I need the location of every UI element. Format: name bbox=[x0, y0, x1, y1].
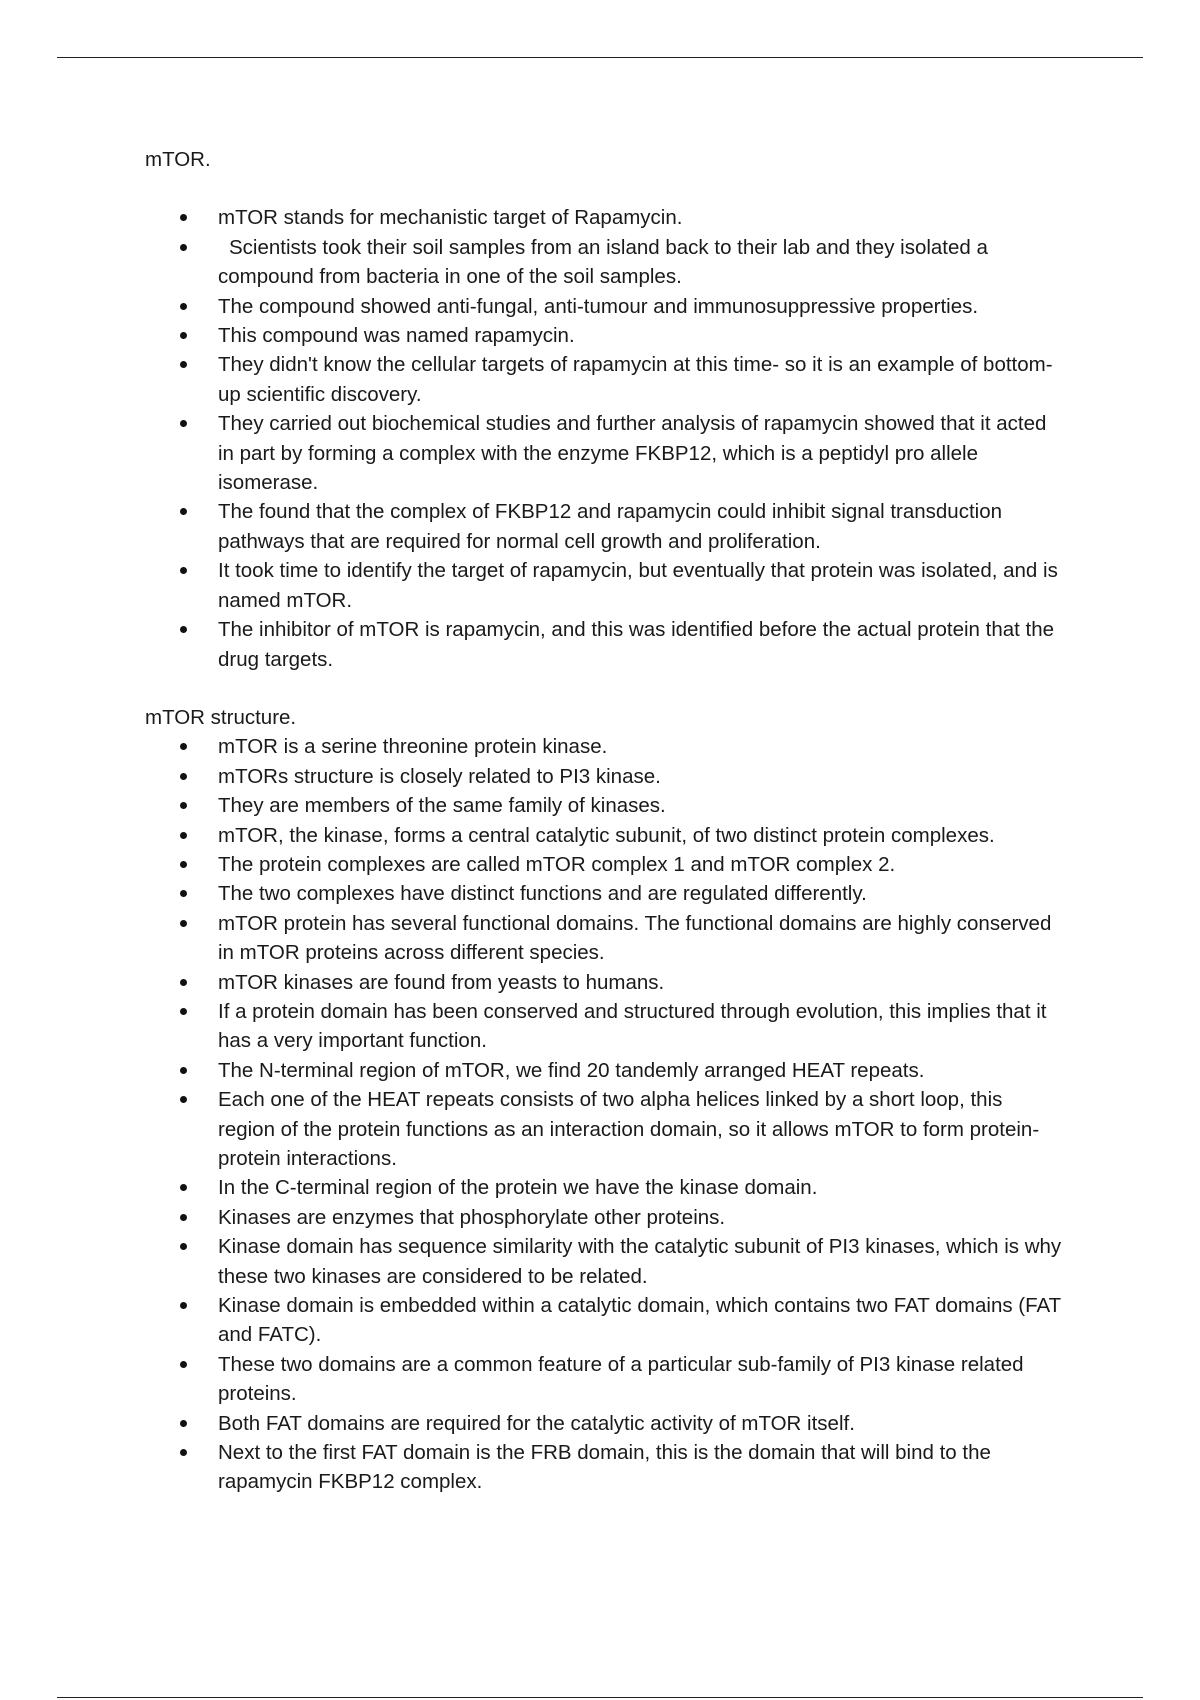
list-item: They carried out biochemical studies and further analysis of rapamycin showed that it acted in part by forming a complex with the enzyme FKBP12, which is a peptidyl pro allele isomerase. bbox=[145, 409, 1065, 497]
list-item: mTOR stands for mechanistic target of Rapamycin. bbox=[145, 203, 1065, 232]
bullet-icon bbox=[180, 244, 187, 251]
bullet-icon bbox=[180, 832, 187, 839]
bullet-icon bbox=[180, 1302, 187, 1309]
bullet-icon bbox=[180, 1420, 187, 1427]
list-item: The protein complexes are called mTOR complex 1 and mTOR complex 2. bbox=[145, 850, 1065, 879]
bullet-icon bbox=[180, 420, 187, 427]
footer-rule bbox=[57, 1697, 1143, 1698]
list-item: They didn't know the cellular targets of rapamycin at this time- so it is an example of bottom-up scientific discovery. bbox=[145, 350, 1065, 409]
list-item: mTOR is a serine threonine protein kinase. bbox=[145, 732, 1065, 761]
list-item: Scientists took their soil samples from an island back to their lab and they isolated a compound from bacteria in one of the soil samples. bbox=[145, 233, 1065, 292]
bullet-icon bbox=[180, 802, 187, 809]
section-heading-mtor: mTOR. bbox=[145, 148, 211, 171]
bullet-icon bbox=[180, 743, 187, 750]
list-item: mTOR protein has several functional domains. The functional domains are highly conserved in mTOR proteins across different species. bbox=[145, 909, 1065, 968]
list-item: They are members of the same family of kinases. bbox=[145, 791, 1065, 820]
bullet-icon bbox=[180, 567, 187, 574]
list-item: If a protein domain has been conserved and structured through evolution, this implies that it has a very important function. bbox=[145, 997, 1065, 1056]
list-item: Kinase domain is embedded within a catalytic domain, which contains two FAT domains (FAT and FATC). bbox=[145, 1291, 1065, 1350]
bullet-icon bbox=[180, 890, 187, 897]
list-item: Kinase domain has sequence similarity with the catalytic subunit of PI3 kinases, which is why these two kinases are considered to be related. bbox=[145, 1232, 1065, 1291]
bullet-icon bbox=[180, 979, 187, 986]
bullet-icon bbox=[180, 773, 187, 780]
bullet-icon bbox=[180, 861, 187, 868]
header-rule bbox=[57, 57, 1143, 58]
list-item: mTOR, the kinase, forms a central catalytic subunit, of two distinct protein complexes. bbox=[145, 821, 1065, 850]
bullet-icon bbox=[180, 1449, 187, 1456]
document-body bbox=[145, 145, 1065, 1497]
list-item: Each one of the HEAT repeats consists of two alpha helices linked by a short loop, this region of the protein functions as an interaction domain, so it allows mTOR to form protein-protein interactions. bbox=[145, 1085, 1065, 1173]
list-item: Next to the first FAT domain is the FRB domain, this is the domain that will bind to the rapamycin FKBP12 complex. bbox=[145, 1438, 1065, 1497]
bullet-icon bbox=[180, 1008, 187, 1015]
bullet-icon bbox=[180, 214, 187, 221]
bullet-icon bbox=[180, 303, 187, 310]
list-item: Kinases are enzymes that phosphorylate other proteins. bbox=[145, 1203, 1065, 1232]
bullet-icon bbox=[180, 1361, 187, 1368]
list-item: This compound was named rapamycin. bbox=[145, 321, 1065, 350]
bullet-icon bbox=[180, 1096, 187, 1103]
bullet-list-mtor-structure bbox=[145, 732, 1065, 1497]
bullet-icon bbox=[180, 1184, 187, 1191]
bullet-icon bbox=[180, 920, 187, 927]
section-heading-mtor-structure: mTOR structure. bbox=[145, 705, 297, 729]
bullet-icon bbox=[180, 332, 187, 339]
list-item: The found that the complex of FKBP12 and rapamycin could inhibit signal transduction pathways that are required for normal cell growth and proliferation. bbox=[145, 497, 1065, 556]
list-item: In the C-terminal region of the protein we have the kinase domain. bbox=[145, 1173, 1065, 1202]
bullet-icon bbox=[180, 1243, 187, 1250]
list-item: Both FAT domains are required for the catalytic activity of mTOR itself. bbox=[145, 1409, 1065, 1438]
list-item: mTORs structure is closely related to PI3 kinase. bbox=[145, 762, 1065, 791]
bullet-icon bbox=[180, 1214, 187, 1221]
bullet-icon bbox=[180, 626, 187, 633]
list-item: The two complexes have distinct functions and are regulated differently. bbox=[145, 879, 1065, 908]
bullet-icon bbox=[180, 1067, 187, 1074]
list-item: mTOR kinases are found from yeasts to humans. bbox=[145, 968, 1065, 997]
bullet-icon bbox=[180, 361, 187, 368]
list-item: The N-terminal region of mTOR, we find 20 tandemly arranged HEAT repeats. bbox=[145, 1056, 1065, 1085]
bullet-icon bbox=[180, 508, 187, 515]
list-item: The compound showed anti-fungal, anti-tumour and immunosuppressive properties. bbox=[145, 292, 1065, 321]
list-item: These two domains are a common feature of a particular sub-family of PI3 kinase related proteins. bbox=[145, 1350, 1065, 1409]
list-item: The inhibitor of mTOR is rapamycin, and this was identified before the actual protein that the drug targets. bbox=[145, 615, 1065, 674]
list-item: It took time to identify the target of rapamycin, but eventually that protein was isolated, and is named mTOR. bbox=[145, 556, 1065, 615]
bullet-list-mtor bbox=[145, 203, 1065, 674]
